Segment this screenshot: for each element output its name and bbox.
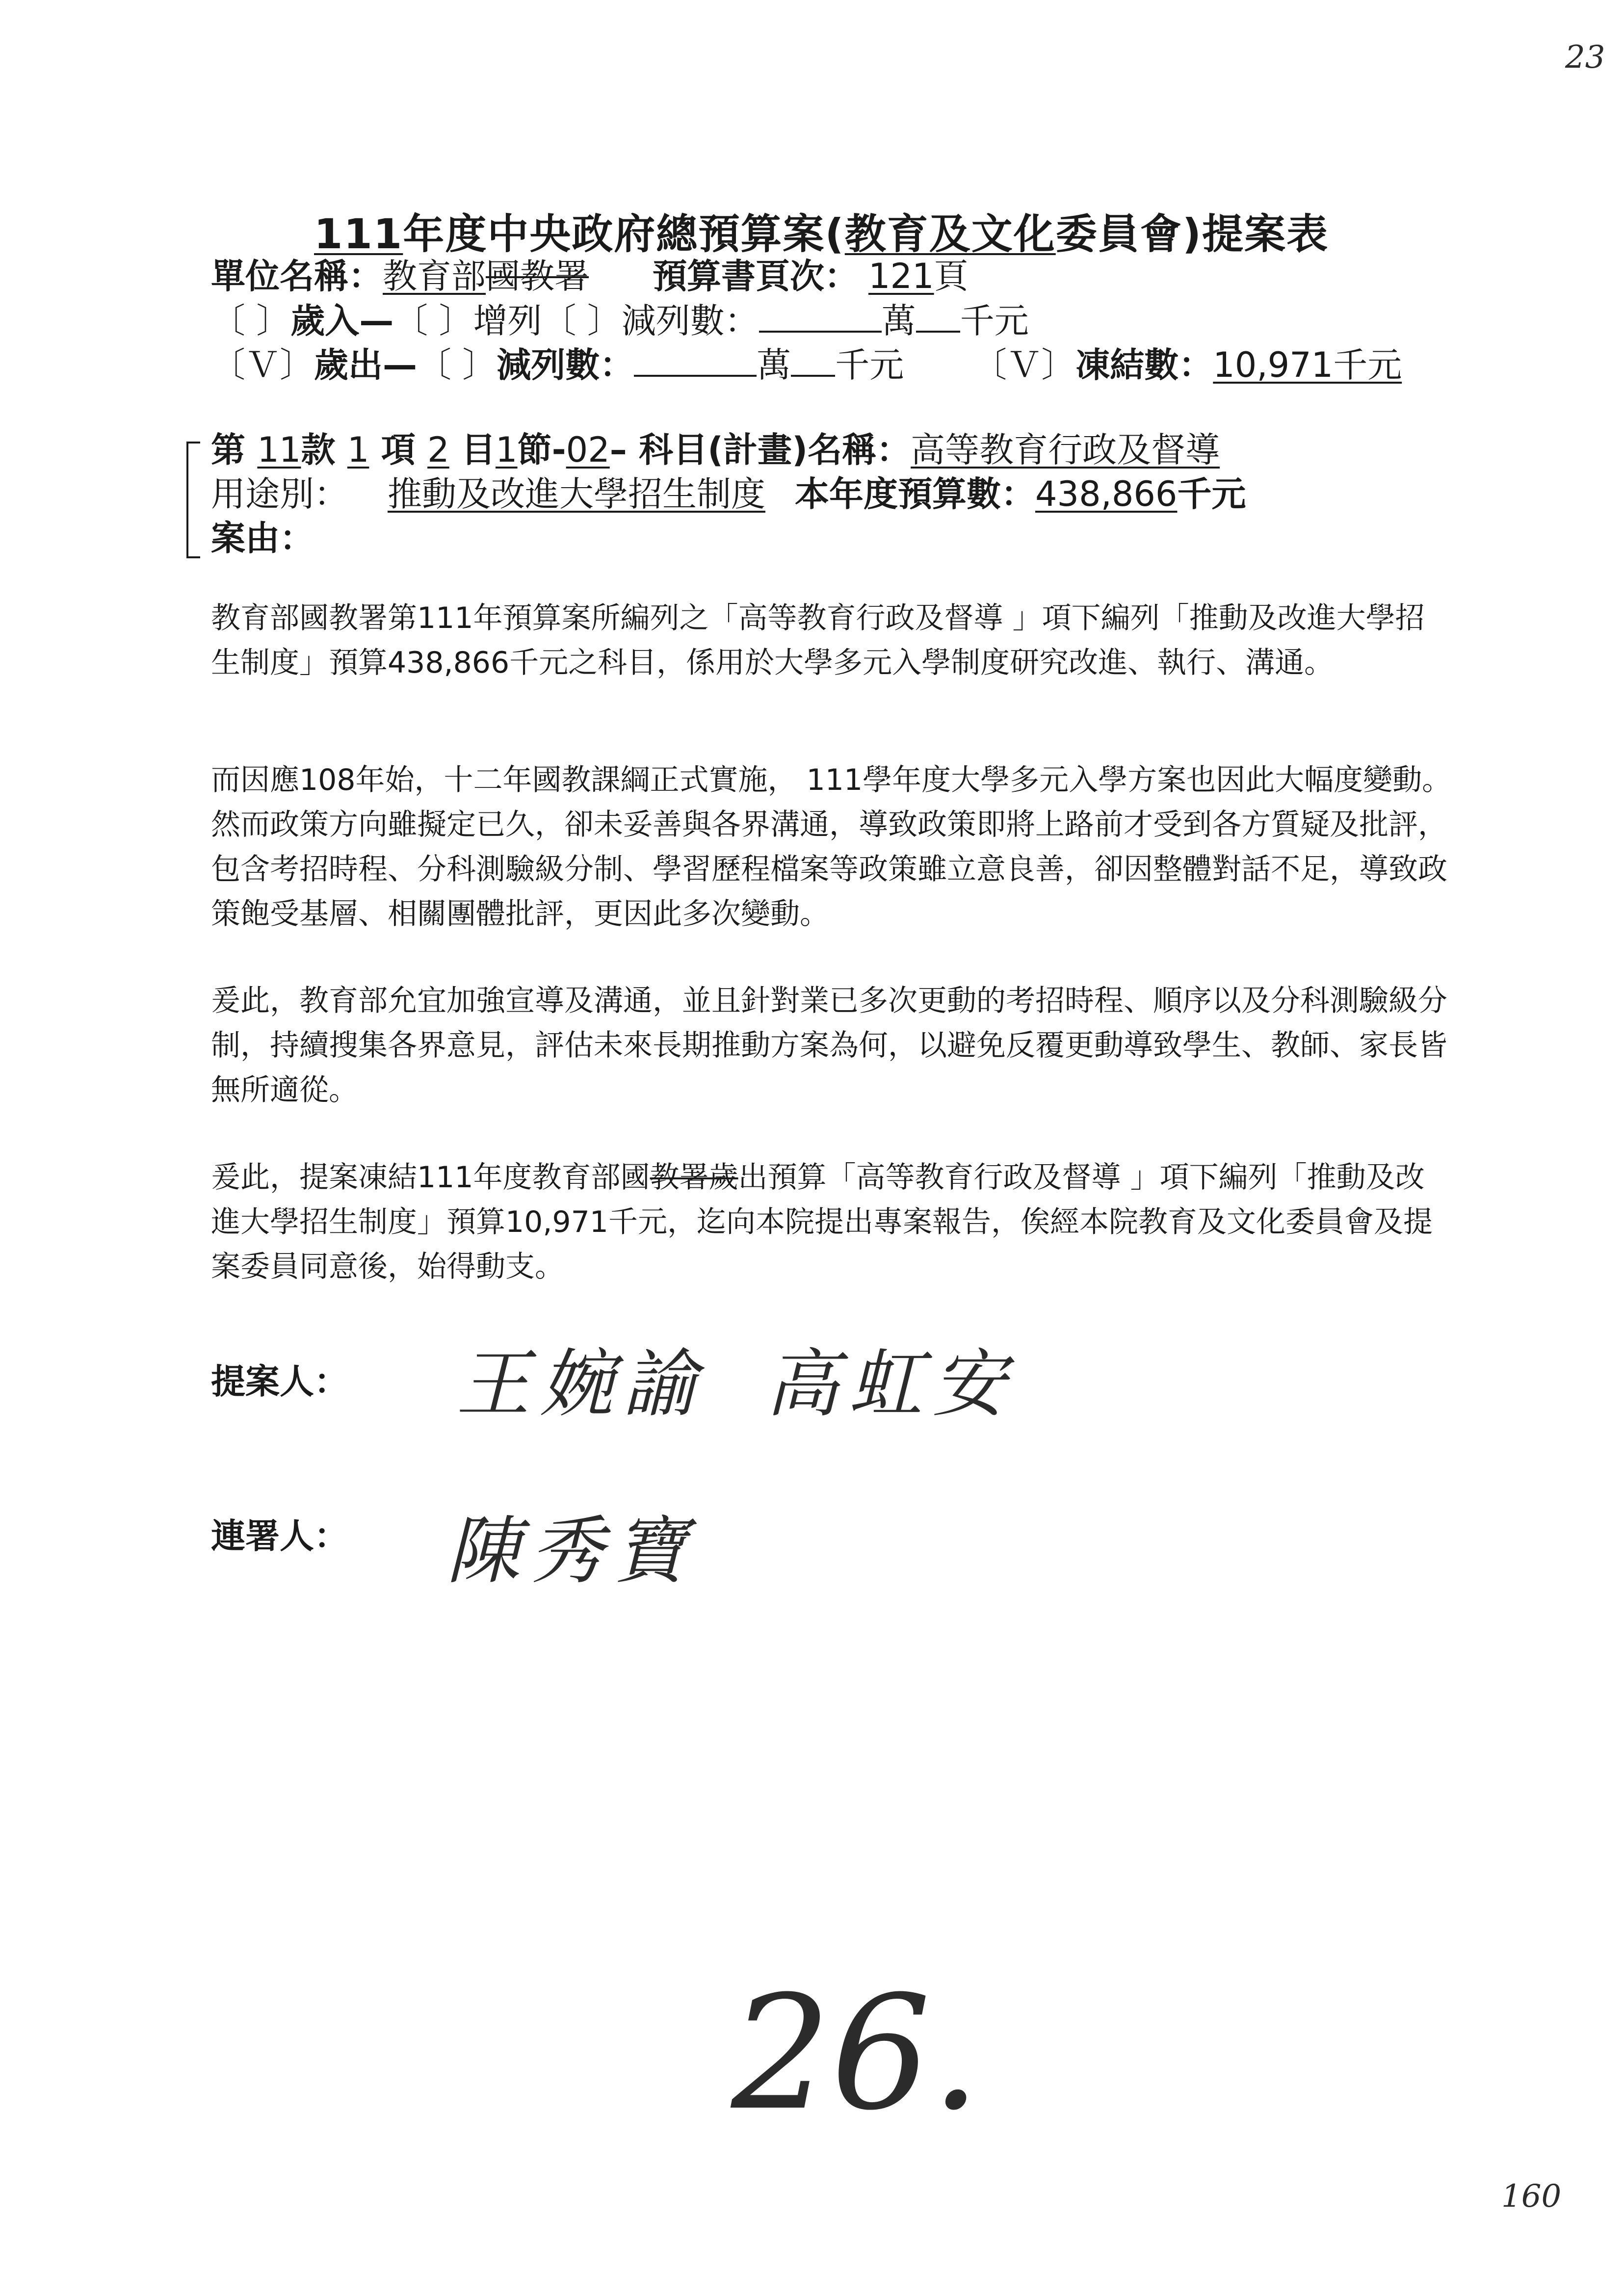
paragraph-1: 教育部國教署第111年預算案所編列之「高等教育行政及督導 」項下編列「推動及改進大學招生制度」預算438,866千元之科目，係用於大學多元入學制度研究改進、執行、溝通。 — [211, 601, 1425, 680]
freeze-value: 10,971千元 — [1213, 345, 1402, 385]
title-part2: 委員會)提案表 — [1055, 210, 1329, 258]
item-jie-suffix: 節- — [517, 430, 566, 470]
page-title — [314, 201, 1329, 261]
freeze-check: 〔Ｖ〕 — [972, 345, 1076, 385]
expense-wan-blank — [634, 342, 757, 377]
paragraph-4-start: 爰此，提案凍結111年度教育部國 — [211, 1160, 650, 1195]
paragraph-4 — [211, 1155, 1452, 1289]
paragraph-4-end: 出預算「高等教育行政及督導 」項下編列「推動及改進大學招生制度」預算10,971千元，迄向本院提出專案報告，俟經本院教育及文化委員會及提案委員同意後，始得動支。 — [211, 1160, 1433, 1284]
item-line — [211, 428, 1220, 472]
expense-wan-label: 萬 — [757, 345, 791, 385]
page-label: 預算書頁次： — [653, 256, 859, 296]
revenue-check: 〔 〕 — [211, 301, 291, 341]
decrease-label: 減列數： — [621, 301, 759, 341]
increase-check: 〔 〕 — [393, 301, 473, 341]
paragraph-2: 而因應108年始，十二年國教課綱正式實施， 111學年度大學多元入學方案也因此大幅度變動。然而政策方向雖擬定已久，卻未妥善與各界溝通，導致政策即將上路前才受到各方質疑及批評，包含考招時程、分科測驗級分制、學習歷程檔案等政策雖立意良善，卻因整體對話不足，導致政策飽受基層、相關團體批評，更因此多次變動。 — [211, 763, 1452, 931]
item-kuan: 11 — [257, 430, 301, 470]
proposer-signature-1: 王婉諭 — [456, 1342, 707, 1427]
page-suffix: 頁 — [934, 256, 969, 296]
purpose-line — [211, 472, 1246, 516]
item-code: 02 — [566, 430, 610, 470]
cosigner-signature-1: 陳秀寶 — [446, 1509, 697, 1594]
revenue-label: 歲入— — [290, 301, 394, 341]
unit-value: 教育部 — [383, 256, 486, 296]
item-bracket — [186, 442, 200, 558]
increase-label: 增列 — [473, 301, 542, 341]
item-xiang-suffix: 項 — [369, 430, 428, 470]
expense-decrease-label: 減列數： — [497, 345, 634, 385]
item-mu-suffix: 目 — [449, 430, 496, 470]
title-year: 111 — [314, 210, 403, 258]
cosigners-label: 連署人： — [211, 1516, 348, 1556]
wan-blank — [759, 298, 882, 333]
wan-label: 萬 — [881, 301, 916, 341]
corner-page-number: 23 — [1565, 39, 1605, 76]
subject-value: 高等教育行政及督導 — [911, 430, 1220, 470]
title-committee: 教育及文化 — [844, 210, 1056, 258]
budget-suffix: 千元 — [1177, 474, 1246, 514]
expense-line — [211, 342, 1402, 387]
item-di: 第 — [211, 430, 258, 470]
budget-value: 438,866 — [1035, 474, 1178, 514]
page-value: 121 — [868, 256, 934, 296]
expense-label: 歲出— — [314, 345, 417, 385]
purpose-label: 用途別： — [211, 474, 348, 514]
expense-decrease-check: 〔 〕 — [417, 345, 497, 385]
expense-qian-label: 千元 — [835, 345, 904, 385]
unit-line — [211, 254, 969, 298]
paragraph-4-struck: 教署歲 — [650, 1160, 738, 1195]
item-kuan-suffix: 款 — [301, 430, 347, 470]
item-mu: 2 — [427, 430, 449, 470]
reason-label: 案由： — [211, 518, 314, 558]
decrease-check: 〔 〕 — [542, 301, 622, 341]
qian-label: 千元 — [960, 301, 1029, 341]
paragraph-3: 爰此，教育部允宜加強宣導及溝通，並且針對業已多次更動的考招時程、順序以及分科測驗級分制，持續搜集各界意見，評估未來長期推動方案為何，以避免反覆更動導致學生、教師、家長皆無所適從。 — [211, 984, 1447, 1107]
freeze-label: 凍結數： — [1075, 345, 1213, 385]
item-jie: 1 — [496, 430, 518, 470]
title-part1: 年度中央政府總預算案( — [403, 210, 845, 258]
qian-blank — [916, 298, 960, 333]
purpose-value: 推動及改進大學招生制度 — [388, 474, 765, 514]
unit-label: 單位名稱： — [211, 256, 383, 296]
proposers-label: 提案人： — [211, 1361, 348, 1402]
revenue-line — [211, 298, 1029, 343]
corner-sheet-number: 160 — [1501, 2178, 1562, 2215]
expense-qian-blank — [791, 342, 835, 377]
unit-value-struck: 國教署 — [486, 256, 589, 296]
subject-label: – 科目(計畫)名稱： — [609, 430, 911, 470]
item-xiang: 1 — [347, 430, 369, 470]
handwritten-page-number: 26. — [731, 1962, 981, 2145]
proposer-signature-2: 高虹安 — [765, 1342, 1016, 1427]
expense-check: 〔Ｖ〕 — [211, 345, 314, 385]
budget-label: 本年度預算數： — [795, 474, 1035, 514]
